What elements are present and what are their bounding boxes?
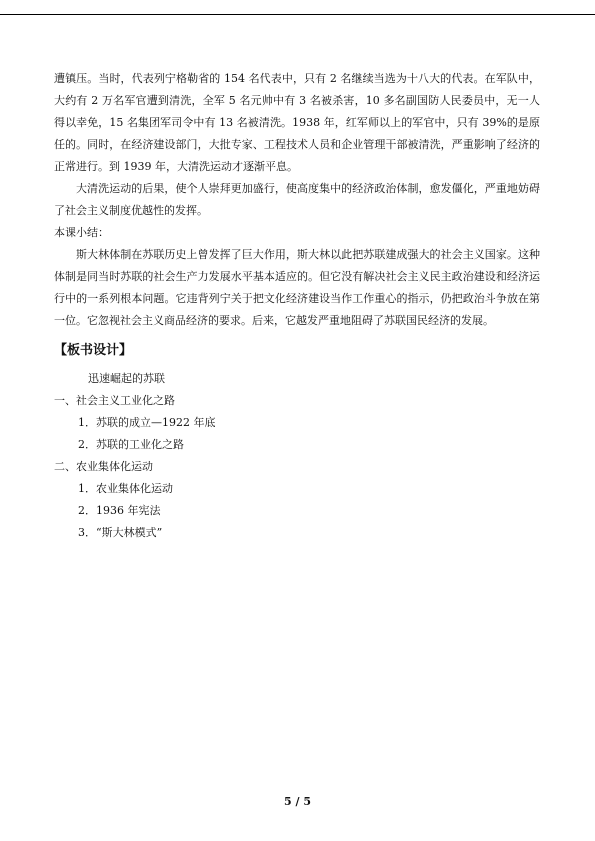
summary-label: 本课小结： xyxy=(54,226,109,239)
body-paragraph-1: 遭镇压。当时，代表列宁格勒省的 154 名代表中，只有 2 名继续当选为十八大的代表。在军队中，大约有 2 万名军官遭到清洗，全军 5 名元帅中有 3 名被杀害，10 多名副国防人民委员中，无一人得以幸免，15 名集团军司令中有 13 名被清洗。1938 年，红军师以上的军官中，只有 39%的是原任的。同时，在经济建设部门，大批专家、工程技术人员和企业管理干部被清洗，严重影响了经济的正常进行。到 1939 年，大清洗运动才逐渐平息。 xyxy=(54,72,540,173)
body-paragraph-3: 斯大林体制在苏联历史上曾发挥了巨大作用，斯大林以此把苏联建成强大的社会主义国家。这种体制是同当时苏联的社会生产力发展水平基本适应的。但它没有解决社会主义民主政治建设和经济运行中的一系列根本问题。它违背列宁关于把文化经济建设当作工作重心的指示，仍把政治斗争放在第一位。它忽视社会主义商品经济的要求。后来，它越发严重地阻碍了苏联国民经济的发展。 xyxy=(54,248,540,327)
board-section-2-item-1: 1．农业集体化运动 xyxy=(78,482,173,495)
board-section-1: 一、社会主义工业化之路 xyxy=(54,394,175,407)
board-section-2: 二、农业集体化运动 xyxy=(54,460,153,473)
board-title: 迅速崛起的苏联 xyxy=(88,372,165,385)
page-number: 5 / 5 xyxy=(284,795,311,808)
page-content xyxy=(54,68,540,544)
board-design-outline xyxy=(54,368,540,544)
board-design-heading: 【板书设计】 xyxy=(54,343,133,358)
board-section-2-item-3: 3．“斯大林模式” xyxy=(78,526,163,539)
body-paragraph-2: 大清洗运动的后果，使个人崇拜更加盛行，使高度集中的经济政治体制，愈发僵化，严重地妨碍了社会主义制度优越性的发挥。 xyxy=(54,182,540,217)
board-section-1-item-2: 2．苏联的工业化之路 xyxy=(78,438,184,451)
board-section-1-item-1: 1．苏联的成立—1922 年底 xyxy=(78,416,216,429)
board-section-2-item-2: 2．1936 年宪法 xyxy=(78,504,161,517)
header-rule xyxy=(0,14,595,15)
